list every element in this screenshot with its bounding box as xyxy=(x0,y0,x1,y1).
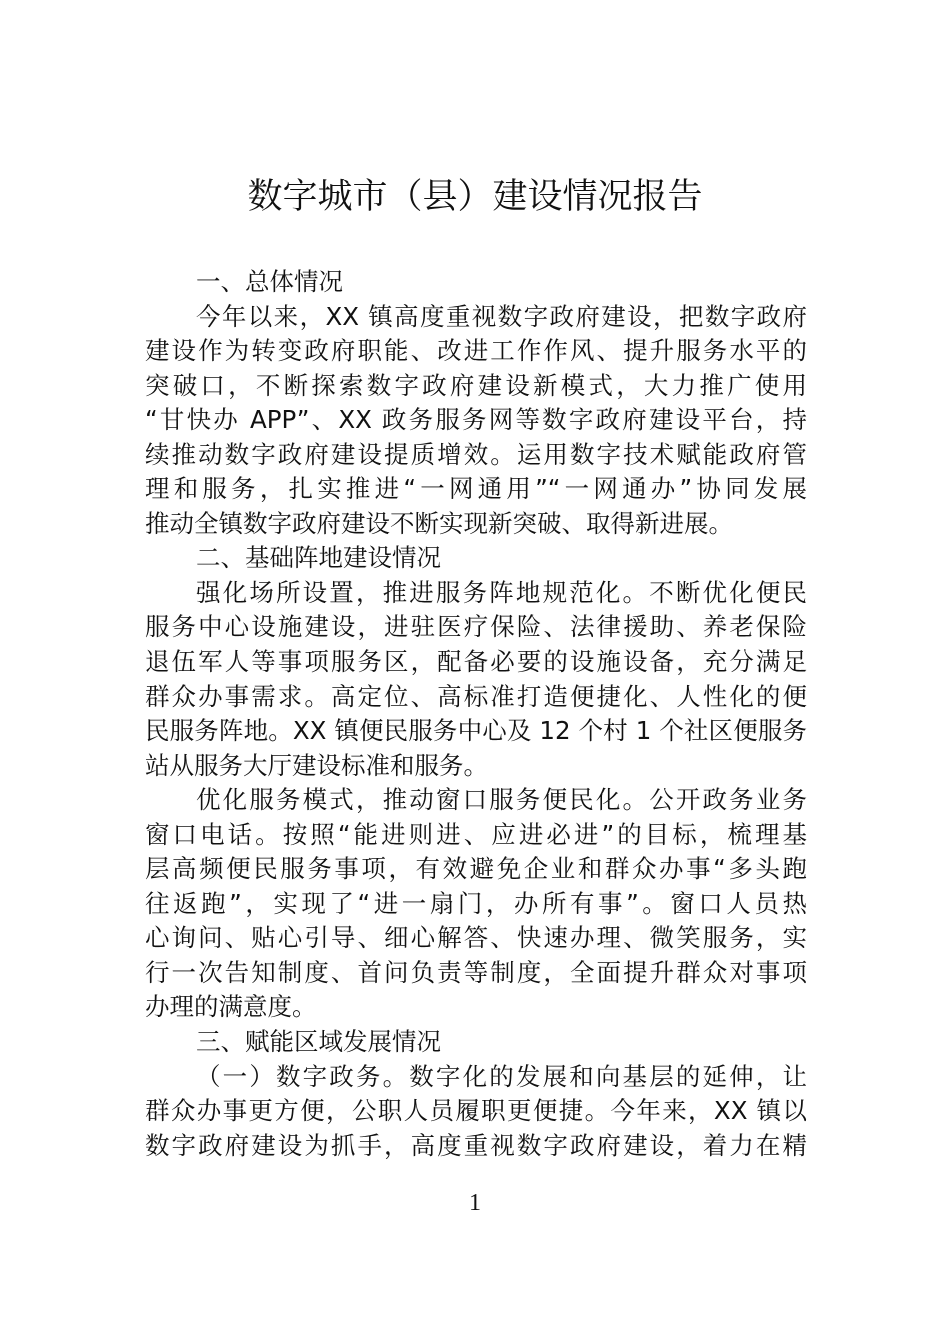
paragraph-line: 窗口电话。按照“能进则进、应进必进”的目标，梳理基 xyxy=(145,819,807,849)
paragraph-line: 办理的满意度。 xyxy=(145,992,317,1022)
paragraph-line: 强化场所设置，推进服务阵地规范化。不断优化便民 xyxy=(196,577,807,607)
document-body xyxy=(145,265,807,1163)
paragraph-line: 突破口，不断探索数字政府建设新模式，大力推广使用 xyxy=(145,370,807,400)
paragraph-line: 往返跑”，实现了“进一扇门，办所有事”。窗口人员热 xyxy=(145,888,807,918)
paragraph-line: 民服务阵地。XX 镇便民服务中心及 12 个村 1 个社区便服务 xyxy=(145,716,807,746)
paragraph-line: 建设作为转变政府职能、改进工作作风、提升服务水平的 xyxy=(145,336,807,366)
section-heading-empowerment: 三、赋能区域发展情况 xyxy=(196,1027,441,1057)
paragraph-line: 今年以来，XX 镇高度重视数字政府建设，把数字政府 xyxy=(196,301,807,331)
paragraph-line: 行一次告知制度、首问负责等制度，全面提升群众对事项 xyxy=(145,957,807,987)
paragraph-line: “甘快办 APP”、XX 政务服务网等数字政府建设平台，持 xyxy=(145,405,807,435)
paragraph-line: 推动全镇数字政府建设不断实现新突破、取得新进展。 xyxy=(145,508,733,538)
paragraph-line: 心询问、贴心引导、细心解答、快速办理、微笑服务，实 xyxy=(145,923,807,953)
page-number: 1 xyxy=(469,1190,481,1216)
paragraph-line: 服务中心设施建设，进驻医疗保险、法律援助、养老保险 xyxy=(145,612,807,642)
paragraph-line: 续推动数字政府建设提质增效。运用数字技术赋能政府管 xyxy=(145,439,807,469)
section-heading-foundation: 二、基础阵地建设情况 xyxy=(196,543,441,573)
paragraph-line: 群众办事需求。高定位、高标准打造便捷化、人性化的便 xyxy=(145,681,807,711)
section-heading-overview: 一、总体情况 xyxy=(196,267,343,296)
paragraph-line: 站从服务大厅建设标准和服务。 xyxy=(145,750,488,780)
paragraph-line: 优化服务模式，推动窗口服务便民化。公开政务业务 xyxy=(196,785,807,815)
paragraph-line: 退伍军人等事项服务区，配备必要的设施设备，充分满足 xyxy=(145,647,807,677)
paragraph-line: 群众办事更方便，公职人员履职更便捷。今年来，XX 镇以 xyxy=(145,1096,807,1126)
paragraph-line: （一）数字政务。数字化的发展和向基层的延伸，让 xyxy=(196,1061,807,1091)
paragraph-line: 数字政府建设为抓手，高度重视数字政府建设，着力在精 xyxy=(145,1130,807,1160)
paragraph-line: 理和服务，扎实推进“一网通用”“一网通办”协同发展 xyxy=(145,474,807,504)
paragraph-line: 层高频便民服务事项，有效避免企业和群众办事“多头跑 xyxy=(145,854,807,884)
document-title: 数字城市（县）建设情况报告 xyxy=(247,177,703,217)
